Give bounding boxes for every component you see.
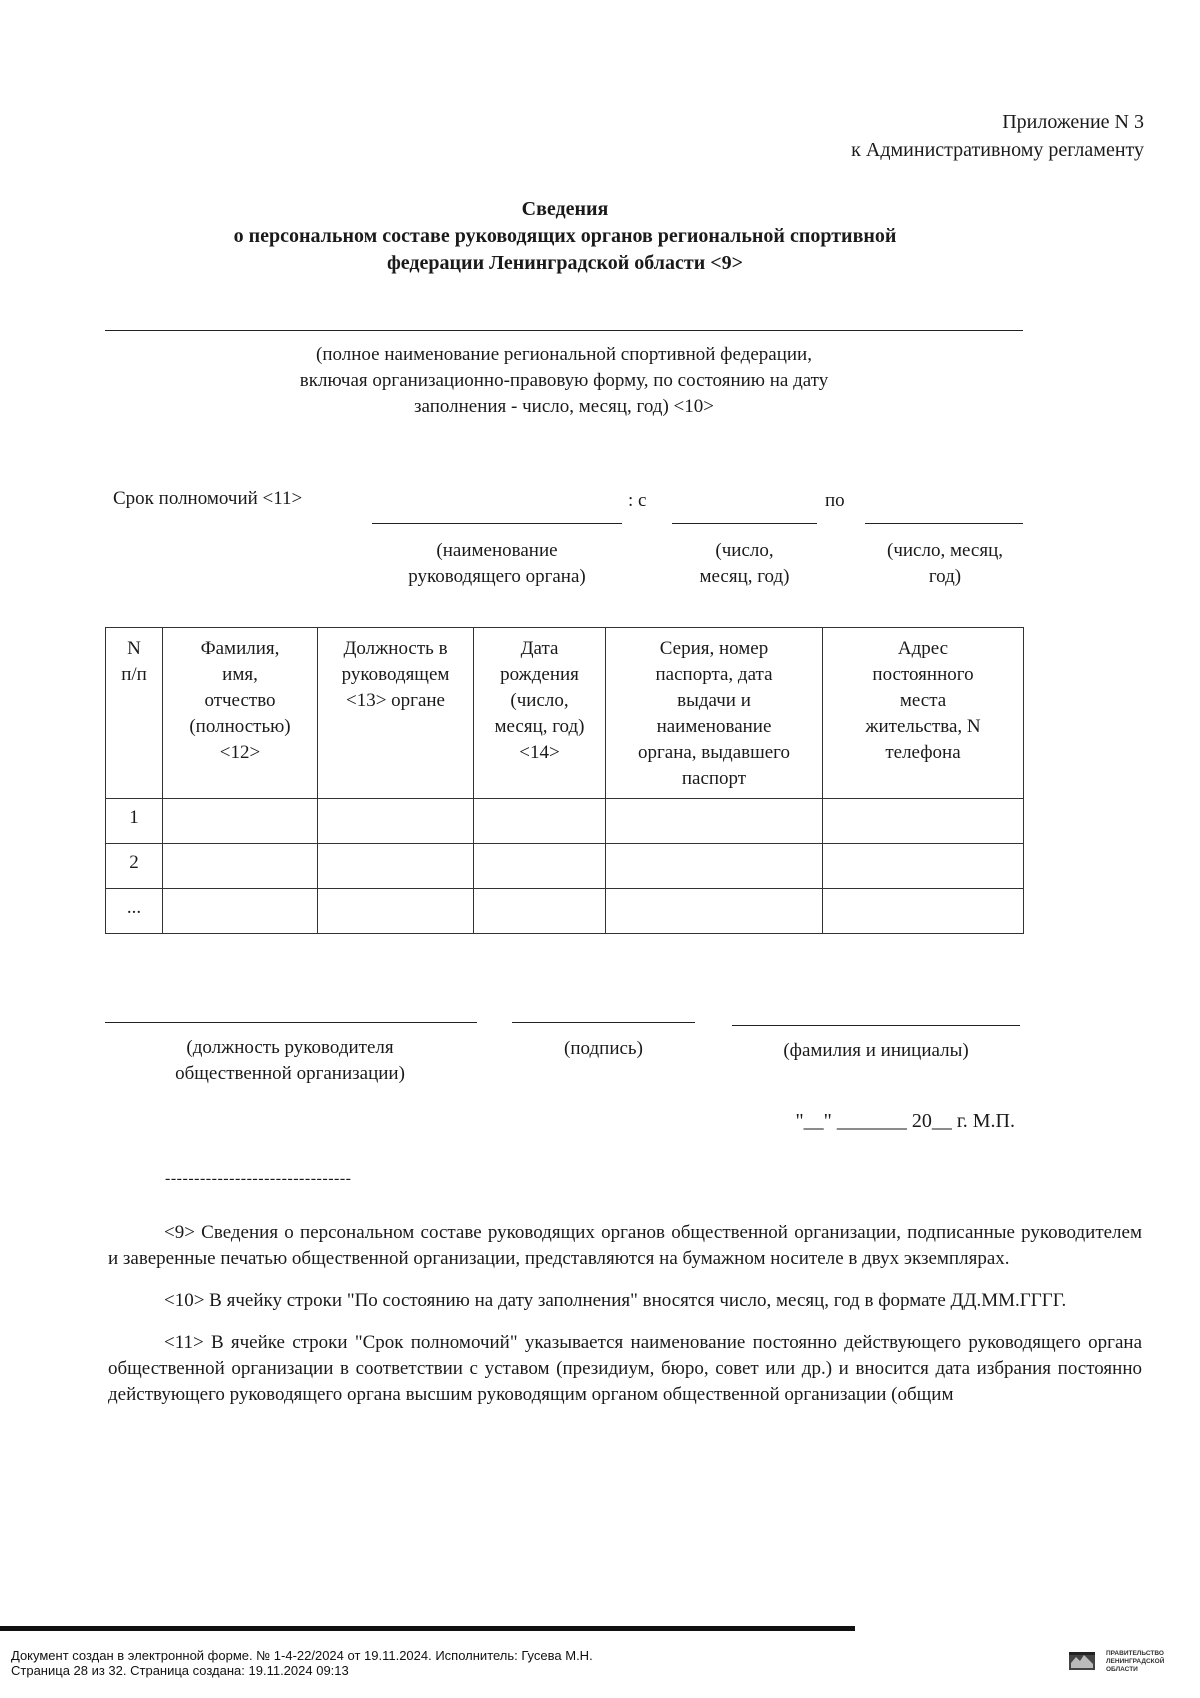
appendix-reference [851, 108, 1144, 164]
header-line: (полностью) [189, 716, 291, 737]
header-line: постоянного [872, 664, 974, 685]
header-line: Должность в [343, 638, 448, 659]
col-header-birth-date [474, 628, 606, 799]
name-signature-line[interactable] [732, 1025, 1020, 1026]
table-cell[interactable] [163, 844, 318, 889]
date-seal-line: "__" _______ 20__ г. М.П. [795, 1110, 1015, 1132]
table-cell[interactable] [606, 889, 823, 934]
header-line: места [899, 690, 947, 711]
col-header-address [823, 628, 1024, 799]
caption-line: (число, месяц, [887, 540, 1003, 561]
col-header-full-name [163, 628, 318, 799]
table-cell[interactable] [474, 844, 606, 889]
government-org-name [1106, 1650, 1164, 1674]
table-cell[interactable] [474, 889, 606, 934]
org-name-line: ПРАВИТЕЛЬСТВО [1106, 1650, 1164, 1657]
term-from-date-line[interactable] [672, 523, 817, 524]
table-row [106, 844, 1024, 889]
table-cell[interactable] [318, 799, 474, 844]
header-line: Фамилия, [200, 638, 280, 659]
caption-line: (полное наименование региональной спортивной федерации, [316, 344, 812, 365]
row-number: 1 [106, 799, 163, 844]
header-line: месяц, год) [494, 716, 585, 737]
footnote-11: <11> В ячейке строки "Срок полномочий" указывается наименование постоянно действующего руководящего органа общественной организации в соответствии с уставом (президиум, бюро, совет или др.) и вносится дата избрания постоянно действующего руководящего органа высшим руководящим органом общественной организации (общим [108, 1332, 1142, 1405]
title-line: Сведения [521, 198, 609, 220]
header-line: N [127, 638, 141, 659]
header-line: руководящем [341, 664, 450, 685]
header-line: жительства, N [865, 716, 981, 737]
col-header-position [318, 628, 474, 799]
footer-rule [0, 1626, 855, 1631]
caption-line: общественной организации) [175, 1063, 405, 1084]
personnel-table [105, 627, 1024, 934]
col-header-passport [606, 628, 823, 799]
table-cell[interactable] [823, 844, 1024, 889]
signature-caption: (подпись) [564, 1038, 643, 1059]
header-line: отчество [204, 690, 276, 711]
signature-line[interactable] [512, 1022, 695, 1023]
header-line: Серия, номер [659, 638, 769, 659]
header-line: наименование [656, 716, 772, 737]
table-cell[interactable] [163, 799, 318, 844]
header-line: органа, выдавшего [637, 742, 791, 763]
org-name-line: ЛЕНИНГРАДСКОЙ [1106, 1658, 1165, 1665]
header-line: <14> [519, 742, 560, 763]
name-caption: (фамилия и инициалы) [783, 1040, 969, 1061]
table-cell[interactable] [823, 799, 1024, 844]
row-number: ... [106, 889, 163, 934]
header-line: Дата [520, 638, 559, 659]
footnotes [108, 1220, 1142, 1424]
caption-line: месяц, год) [699, 566, 790, 587]
table-cell[interactable] [606, 844, 823, 889]
col-header-number [106, 628, 163, 799]
term-from-label: : с [628, 490, 647, 511]
table-header-row [106, 628, 1024, 799]
table-row [106, 799, 1024, 844]
caption-line: заполнения - число, месяц, год) <10> [414, 396, 714, 417]
caption-line: год) [928, 566, 962, 587]
title-line: федерации Ленинградской области <9> [386, 252, 744, 274]
table-cell[interactable] [474, 799, 606, 844]
header-line: <12> [219, 742, 261, 763]
org-name-line[interactable] [105, 330, 1023, 331]
caption-line: руководящего органа) [408, 566, 586, 587]
table-cell[interactable] [318, 889, 474, 934]
footnote-separator: -------------------------------- [165, 1170, 352, 1187]
table-cell[interactable] [318, 844, 474, 889]
footnote-9: <9> Сведения о персональном составе руководящих органов общественной организации, подписанные руководителем и заверенные печатью общественной организации, представляются на бумажном носителе в двух экземплярах. [108, 1222, 1142, 1269]
header-line: паспорт [681, 768, 747, 789]
caption-line: (число, [715, 540, 774, 561]
position-caption [115, 1035, 465, 1087]
term-from-caption [672, 538, 817, 590]
footnote-10: <10> В ячейку строки "По состоянию на дату заполнения" вносятся число, месяц, год в формате ДД.ММ.ГГГГ. [164, 1290, 1067, 1311]
term-to-label: по [825, 490, 845, 511]
footer-page-line: Страница 28 из 32. Страница создана: 19.11.2024 09:13 [11, 1663, 349, 1678]
table-cell[interactable] [163, 889, 318, 934]
header-line: Адрес [897, 638, 949, 659]
footer-document-line: Документ создан в электронной форме. № 1-4-22/2024 от 19.11.2024. Исполнитель: Гусева М.Н. [11, 1648, 593, 1663]
position-signature-line[interactable] [105, 1022, 477, 1023]
header-line: п/п [121, 664, 147, 685]
term-to-caption [860, 538, 1030, 590]
caption-line: включая организационно-правовую форму, по состоянию на дату [299, 370, 829, 391]
header-line: паспорта, дата [655, 664, 773, 685]
title-line: о персональном составе руководящих органов региональной спортивной [233, 225, 897, 247]
header-line: имя, [222, 664, 258, 685]
header-line: <13> органе [345, 690, 445, 711]
org-name-caption [105, 342, 1023, 420]
row-number: 2 [106, 844, 163, 889]
footer-info [11, 1648, 593, 1678]
appendix-number: Приложение N 3 [1002, 111, 1144, 133]
governing-body-caption [372, 538, 622, 590]
header-line: (число, [510, 690, 569, 711]
government-logo-icon [1068, 1650, 1096, 1672]
term-to-date-line[interactable] [865, 523, 1023, 524]
org-name-line: ОБЛАСТИ [1106, 1666, 1138, 1673]
header-line: рождения [500, 664, 579, 685]
header-line: телефона [885, 742, 961, 763]
table-cell[interactable] [606, 799, 823, 844]
caption-line: (должность руководителя [186, 1037, 394, 1058]
table-row [106, 889, 1024, 934]
appendix-regulation: к Административному регламенту [851, 139, 1144, 161]
header-line: выдачи и [677, 690, 751, 711]
term-label: Срок полномочий <11> [113, 488, 303, 509]
governing-body-line[interactable] [372, 523, 622, 524]
table-cell[interactable] [823, 889, 1024, 934]
document-title [100, 196, 1030, 277]
caption-line: (наименование [436, 540, 558, 561]
